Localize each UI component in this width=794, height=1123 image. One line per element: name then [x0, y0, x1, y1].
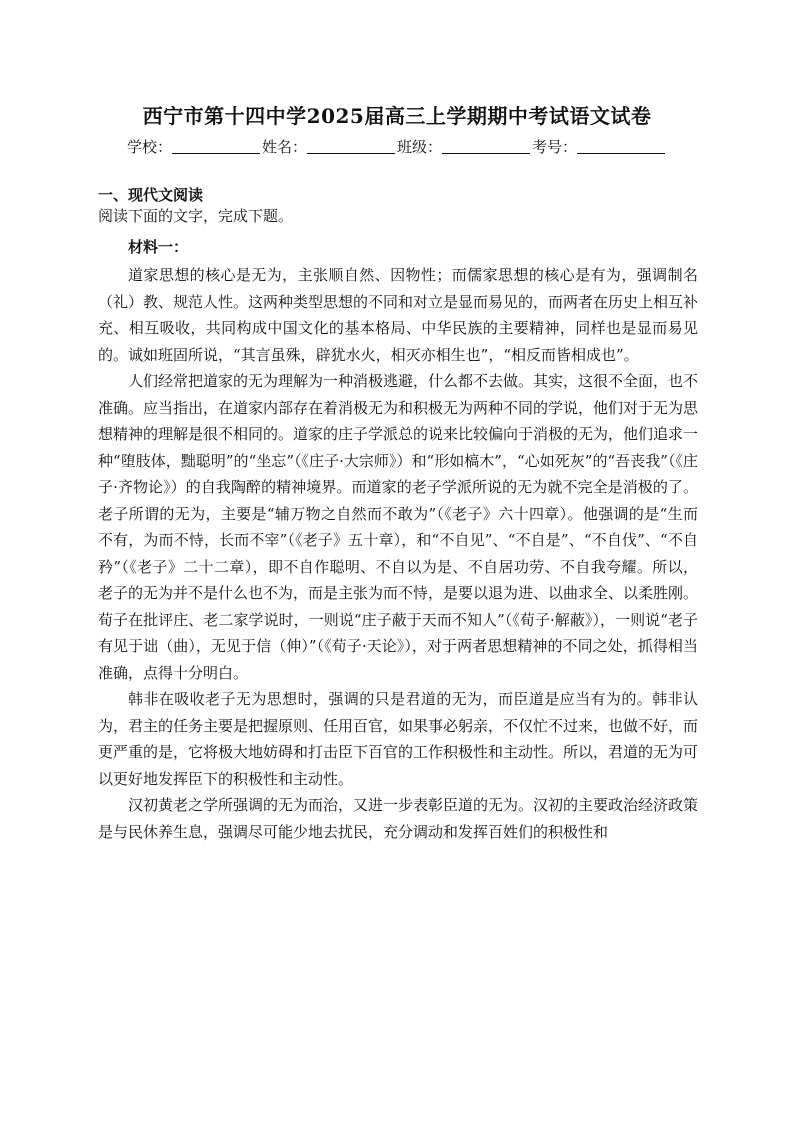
exam-title: 西宁市第十四中学2025届高三上学期期中考试语文试卷: [142, 104, 652, 128]
student-info-line: [0, 136, 794, 157]
number-blank[interactable]: [577, 139, 665, 154]
paragraph: 道家思想的核心是无为，主张顺自然、因物性；而儒家思想的核心是有为，强调制名（礼）教、规范人性。这两种类型思想的不同和对立是显而易见的，而两者在历史上相互补充、相互吸收，共同构成中国文化的基本格局、中华民族的主要精神，同样也是显而易见的。诚如班固所说，“其言虽殊，辟犹水火，相灭亦相生也”，“相反而皆相成也”。: [98, 266, 699, 364]
name-blank[interactable]: [307, 139, 395, 154]
class-label: 班级：: [397, 138, 443, 156]
paragraph: 韩非在吸收老子无为思想时，强调的只是君道的无为，而臣道是应当有为的。韩非认为，君主的任务主要是把握原则、任用百官，如果事必躬亲，不仅忙不过来，也做不好，而更严重的是，它将极大地妨碍和打击臣下百官的工作积极性和主动性。所以，君道的无为可以更好地发挥臣下的积极性和主动性。: [98, 690, 699, 788]
section-instruction: 阅读下面的文字，完成下题。: [98, 207, 294, 225]
name-label: 姓名：: [261, 138, 307, 156]
paragraph: 人们经常把道家的无为理解为一种消极逃避，什么都不去做。其实，这很不全面，也不准确。应当指出，在道家内部存在着消极无为和积极无为两种不同的学说，他们对于无为思想精神的理解是很不相同的。道家的庄子学派总的说来比较偏向于消极的无为，他们追求一种“堕肢体，黜聪明”的“坐忘”（《庄子·大宗师》）和“形如槁木”，“心如死灰”的“吾丧我”（《庄子·齐物论》）的自我陶醉的精神境界。而道家的老子学派所说的无为就不完全是消极的了。老子所谓的无为，主要是“辅万物之自然而不敢为”（《老子》六十四章）。他强调的是“生而不有，为而不恃，长而不宰”（《老子》五十章），和“不自见”、“不自是”、“不自伐”、“不自矜”（《老子》二十二章），即不自作聪明、不自以为是、不自居功劳、不自我夸耀。所以，老子的无为并不是什么也不为，而是主张为而不恃，是要以退为进、以曲求全、以柔胜刚。荀子在批评庄、老二家学说时，一则说“庄子蔽于天而不知人”（《荀子·解蔽》），一则说“老子有见于诎（曲），无见于信（伸）”（《荀子·天论》），对于两者思想精神的不同之处，抓得相当准确，点得十分明白。: [98, 372, 699, 682]
school-blank[interactable]: [172, 139, 260, 154]
number-label: 考号：: [532, 138, 578, 156]
paragraph: 汉初黄老之学所强调的无为而治，又进一步表彰臣道的无为。汉初的主要政治经济政策是与民休养生息，强调尽可能少地去扰民，充分调动和发挥百姓们的积极性和: [98, 796, 699, 841]
class-blank[interactable]: [442, 139, 530, 154]
section-heading: 一、现代文阅读: [98, 186, 204, 204]
school-label: 学校：: [126, 138, 172, 156]
material-label: 材料一：: [128, 238, 189, 256]
reading-passage: [98, 262, 698, 845]
